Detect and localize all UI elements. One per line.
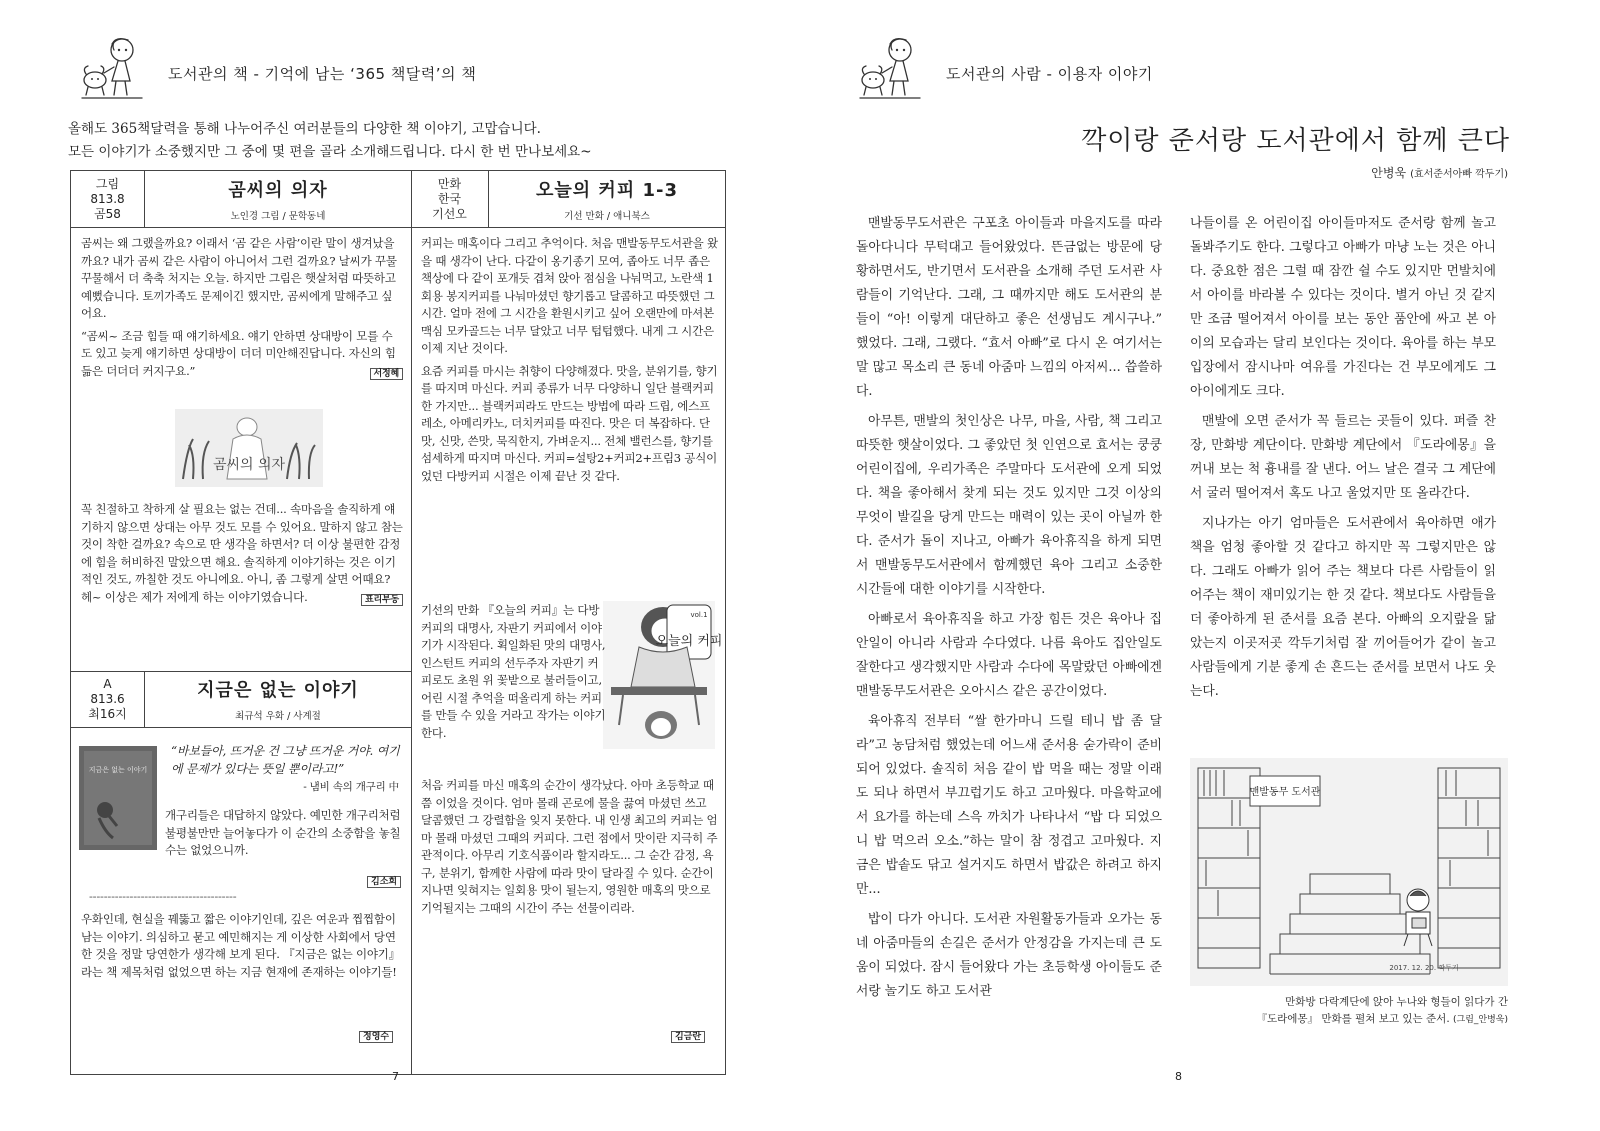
article-paragraph: 맨발동무도서관은 구포초 아이들과 마을지도를 따라 돌아다니다 무턱대고 들어왔었다. 뜬금없는 방문에 당황하면서도, 반기면서 도서관을 소개해 주던 도서관 사람들이 기억난다. 그래, 그 때까지만 해도 도서관의 분들이 “아! 이렇게 대단하고 좋은 선생님도 계시구나.” 했었다. 그래, 그랬다. “효서 아빠”로 다시 온 여기서는 말 많고 목소리 큰 동네 아줌마 느낌의 아저씨... 씁쓸하다. xyxy=(856,216,1162,399)
article-paragraph: 아무튼, 맨발의 첫인상은 나무, 마을, 사람, 책 그리고 따뜻한 햇살이었다. 그 좋았던 첫 인연으로 효서는 쿵쿵 어린이집에, 우리가족은 주말마다 도서관에 오게 되었다. 책을 좋아해서 찾게 되는 것도 있지만 그것 이상의 무엇이 발길을 당게 만드는 매력이 있는 곳이 아닐까 한다. 준서가 돌이 지나고, 아빠가 육아휴직을 하게 되면서 맨발동무도서관에서 함께했던 육아 그리고 소중한 시간들에 대한 이야기를 시작한다. xyxy=(856,414,1162,597)
book1-header xyxy=(71,171,411,228)
book2-review xyxy=(421,235,719,490)
column-divider xyxy=(411,171,412,1074)
book3-cover-title: 지금은 없는 이야기 xyxy=(88,766,148,774)
article-paragraph: 나들이를 온 어린이집 아이들마저도 준서랑 함께 놀고 돌봐주기도 한다. 그렇다고 아빠가 마냥 노는 것은 아니다. 중요한 점은 그럴 때 잠깐 쉴 수도 있지만 먼발치에서 아이를 바라볼 수 있다는 것이다. 별거 아닌 것 같지만 조금 떨어져서 아이를 보는 동안 품안에 싸고 본 아이의 모습과는 달리 보인다는 것이다. 육아를 하는 부모입장에서 잠시나마 여유를 가진다는 건 부모에게도 그 아이에게도 크다. xyxy=(1190,216,1496,399)
right-page-header xyxy=(856,34,1153,104)
book1-paragraph: 곰씨는 왜 그랬을까요? 이래서 ‘곰 같은 사람’이란 말이 생겨났을까요? 내가 곰씨 같은 사람이 아니어서 그런 걸까요? 날씨가 꾸물꾸물해서 더 축축 처지는 오늘. 하지만 그림은 햇살처럼 따뜻하고 예뻤습니다. 토끼가족도 문제이긴 했지만, 곰씨에게 말해주고 싶어요. xyxy=(81,236,397,320)
right-page-number: 8 xyxy=(1175,1070,1182,1083)
article-author: 안병욱 xyxy=(1371,166,1407,180)
book2-header xyxy=(411,171,725,228)
call-number-line: 최16지 xyxy=(88,706,127,721)
book3-paragraph-2: 우화인데, 현실을 꿰뚫고 짧은 이야기인데, 깊은 여운과 찝찝함이 남는 이야기. 의심하고 묻고 예민해지는 게 이상한 사회에서 당연한 것을 정말 당연한가 생각해 보게 된다. 『지금은 없는 이야기』라는 책 제목처럼 없었으면 하는 지금 현재에 존재하는 이야기들! xyxy=(81,912,400,979)
sketch-caption xyxy=(1190,994,1508,1029)
book1-signature: 표리부동 xyxy=(361,594,403,606)
article-column-1 xyxy=(856,212,1162,1010)
left-header-title: 도서관의 책 - 기억에 남는 ‘365 책달력’의 책 xyxy=(168,64,477,83)
book1-review-2 xyxy=(81,501,403,610)
book2-review-3: 기선의 만화 『오늘의 커피』는 다방커피의 대명사, 자판기 커피에서 이야기가 시작된다. 획일화된 맛의 대명사, 인스턴트 커피의 선두주자 자판기 커피로도 초원 위 꽃밭으로 불러들이고, 어린 시절 추억을 떠올리게 하는 커피를 만들 수 있을 거라고 작가는 이야기한다. xyxy=(421,603,606,740)
article-paragraph: 지나가는 아기 엄마들은 도서관에서 육아하면 애가 책을 엄청 좋아할 것 같다고 하지만 꼭 그렇지만은 않다. 그래도 아빠가 읽어 주는 책보다 다른 사람들이 읽어주는 책이 재미있기는 한 것 같다. 책보다도 사람들을 더 좋아하게 된 준서를 요즘 본다. 아빠의 오지랖을 닮았는지 이곳저곳 깍두기처럼 잘 끼어들어가 같이 놀고 사람들에게 기분 좋게 손 흔드는 준서를 보면서 나도 웃는다. xyxy=(1190,516,1496,699)
right-page xyxy=(800,0,1600,1131)
book3-quote-source: - 냄비 속의 개구리 中 xyxy=(303,781,399,793)
article-paragraph: 밥이 다가 아니다. 도서관 자원활동가들과 오가는 동네 아줌마들의 손길은 준서가 안정감을 가지는데 큰 도움이 되었다. 잠시 들어왔다 가는 초등학생 아이들도 준서랑 놀기도 하고 도서관 xyxy=(856,912,1162,999)
article-column-2 xyxy=(1190,212,1496,710)
book3-title-box xyxy=(145,671,411,727)
sketch-date-text: 2017. 12. 20. 깍두기 xyxy=(1389,964,1459,972)
book1-signature: 서정혜 xyxy=(370,368,403,380)
article-paragraph: 아빠로서 육아휴직을 하고 가장 힘든 것은 육아나 집안일이 아니라 사람과 수다였다. 나름 육아도 집안일도 잘한다고 생각했지만 사람과 수다에 목말랐던 아빠에겐 맨발동무도서관은 오아시스 같은 공간이었다. xyxy=(856,612,1162,699)
book2-call-number xyxy=(411,171,489,227)
book2-author: 기선 만화 / 애니북스 xyxy=(564,211,650,222)
book3-cover-image xyxy=(79,746,157,850)
call-number-line: A xyxy=(103,676,112,691)
book1-review xyxy=(81,235,403,384)
article-byline xyxy=(1371,164,1508,181)
book2-title-box xyxy=(489,171,725,227)
book2-review-4: 처음 커피를 마신 매혹의 순간이 생각났다. 아마 초등학교 때 쯤 이었을 것이다. 엄마 몰래 곤로에 물을 끓여 마셨던 쓰고 달콤했던 그 강렬함을 잊지 못한다. 내 인생 최고의 커피는 엄마 몰래 마셨던 그때의 커피다. 그런 점에서 맛이란 지극히 주관적이다. 아무리 기호식품이라 할지라도... 그 순간 감정, 욕구, 분위기, 함께한 사람에 따라 맛이 달라질 수 있다. 순간이 지나면 잊혀지는 일회용 맛이 될는지, 영원한 매혹의 맛으로 기억될지는 그때의 시간이 주는 선물이리라. xyxy=(421,778,718,915)
girl-dog-mascot-icon xyxy=(78,34,156,104)
book2-paragraph: 커피는 매혹이다 그리고 추억이다. 처음 맨발동무도서관을 왔을 때 생각이 난다. 다같이 옹기종기 모여, 좁아도 너무 좁은 책상에 다 같이 포개듯 겹쳐 앉아 점심을 나눠먹고, 노란색 1회용 봉지커피를 나눠마셨던 향기롭고 달콤하고 따뜻했던 그 시간. 얼마 전에 그 시간을 환원시키고 싶어 오랜만에 마셔본 맥심 모카골드는 너무 달았고 너무 텁텁했다. 내게 그 시간은 이제 지난 것이다. xyxy=(421,236,718,355)
caption-credit: (그림_안병욱) xyxy=(1453,1015,1508,1025)
article-paragraph: 육아휴직 전부터 “쌀 한가마니 드릴 테니 밥 좀 달라”고 농담처럼 했었는데 어느새 준서용 숟가락이 준비되어 있었다. 솔직히 처음 같이 밥 먹을 때는 정말 이래도 되나 하면서 부끄럽기도 하고 고마웠다. 마을학교에서 요가를 하는데 스윽 까치가 나타나서 “밥 다 되었으니 밥 먹으러 오소.”하는 말이 참 정겹고 고마웠다. 지금은 밥솥도 닦고 설거지도 하면서 밥값은 하려고 하지만... xyxy=(856,714,1162,897)
book3-signature-1: 김소희 xyxy=(367,876,401,888)
book1-paragraph: 꼭 친절하고 착하게 살 필요는 없는 건데... 속마음을 솔직하게 얘기하지 않으면 상대는 아무 것도 모를 수 있어요. 말하지 않고 참는 것이 착한 걸까요? 속으로 딴 생각을 하면서? 더 이상 불편한 감정에 힘을 허비하진 말았으면 해요. 솔직하게 이야기하는 것은 이기적인 것도, 까칠한 것도 아니에요. 아니, 좀 그렇게 살면 어때요? 헤~ 이상은 제가 저에게 하는 이야기였습니다. xyxy=(81,502,403,604)
book3-header xyxy=(71,671,411,728)
call-number-line: 813.8 xyxy=(90,191,125,206)
intro-line: 올해도 365책달력을 통해 나누어주신 여러분들의 다양한 책 이야기, 고맙습니다. xyxy=(68,121,541,137)
caption-line: 『도라에몽』 만화를 펼쳐 보고 있는 준서. xyxy=(1256,1013,1450,1025)
intro-line: 모든 이야기가 소중했지만 그 중에 몇 편을 골라 소개해드립니다. 다시 한 번 만나보세요~ xyxy=(68,144,592,160)
girl-dog-mascot-icon xyxy=(856,34,934,104)
article-author-note: (효서준서아빠 깍두기) xyxy=(1410,169,1508,180)
book2-title: 오늘의 커피 1-3 xyxy=(536,180,678,201)
book1-cover-title: 곰씨의 의자 xyxy=(212,457,286,473)
sketch-sign-text: 맨발동무 도서관 xyxy=(1249,787,1321,798)
right-header-title: 도서관의 사람 - 이용자 이야기 xyxy=(946,64,1153,83)
book1-paragraph: “곰씨~ 조금 힘들 때 얘기하세요. 얘기 안하면 상대방이 모를 수도 있고 늦게 얘기하면 상대방이 더더 미안해진답니다. 자신의 힘듦은 더더더 커지구요.” xyxy=(81,328,396,378)
call-number-line: 기선오 xyxy=(432,206,467,221)
book2-paragraph: 요즘 커피를 마시는 취향이 다양해졌다. 맛을, 분위기를, 향기를 따지며 마신다. 커피 종류가 너무 다양하니 일단 블랙커피 한 가지만... 블랙커피라도 만드는 방법에 따라 드립, 에스프레소, 아메리카노, 더치커피를 따진다. 맛은 더 복잡하다. 단맛, 신맛, 쓴맛, 묵직한지, 가벼운지... 전체 밸런스를, 향기를 섬세하게 따지며 마신다. 커피=설탕2+커피2+프림3 공식이었던 다방커피 시절은 이제 끝난 것 같다. xyxy=(421,363,718,483)
left-page-header xyxy=(78,34,476,104)
call-number-line: 813.6 xyxy=(90,691,125,706)
book1-title: 곰씨의 의자 xyxy=(228,180,328,201)
call-number-line: 곰58 xyxy=(94,206,121,221)
left-page-number: 7 xyxy=(392,1070,399,1083)
book3-signature-2: 정영수 xyxy=(359,1031,393,1043)
book3-title: 지금은 없는 이야기 xyxy=(197,680,359,701)
book-table xyxy=(70,170,726,1075)
book2-signature: 김금란 xyxy=(671,1031,705,1043)
intro-text xyxy=(68,118,728,164)
book3-paragraph-1: 개구리들은 대답하지 않았다. 예민한 개구리처럼 불평불만만 늘어놓다가 이 순간의 소중함을 놓칠 수는 없었으니까. xyxy=(165,808,401,857)
book2-cover-badge: vol.1 xyxy=(690,611,708,619)
call-number-line: 한국 xyxy=(437,191,462,206)
book3-divider: ---------------------------------------- xyxy=(89,889,237,903)
book3-quote: “바보들아, 뜨거운 건 그냥 뜨거운 거야. 여기에 문제가 있다는 뜻일 뿐이라고!” xyxy=(171,744,400,776)
book3-author: 최규석 우화 / 사계절 xyxy=(235,711,321,722)
call-number-line: 만화 xyxy=(437,176,462,191)
book1-cover-image xyxy=(175,409,323,487)
article-paragraph: 맨발에 오면 준서가 꼭 들르는 곳들이 있다. 퍼즐 찬장, 만화방 계단이다. 만화방 계단에서 『도라에몽』을 꺼내 보는 척 흉내를 잘 낸다. 어느 날은 결국 그 계단에서 굴러 떨어져서 혹도 나고 울었지만 또 올라간다. xyxy=(1190,414,1496,501)
book3-call-number xyxy=(71,671,145,727)
article-title: 깍이랑 준서랑 도서관에서 함께 큰다 xyxy=(1081,126,1510,156)
book2-cover-image xyxy=(603,601,723,749)
book1-author: 노인경 그림 / 문학동네 xyxy=(230,211,326,222)
caption-line: 만화방 다락계단에 앉아 누나와 형들이 읽다가 간 xyxy=(1285,996,1508,1008)
book1-call-number xyxy=(71,171,145,227)
caption-line-2 xyxy=(1190,1011,1508,1029)
library-sketch-image xyxy=(1190,758,1508,986)
call-number-line: 그림 xyxy=(95,176,120,191)
book2-cover-title: 오늘의 커피 xyxy=(655,634,723,649)
book1-title-box xyxy=(145,171,411,227)
